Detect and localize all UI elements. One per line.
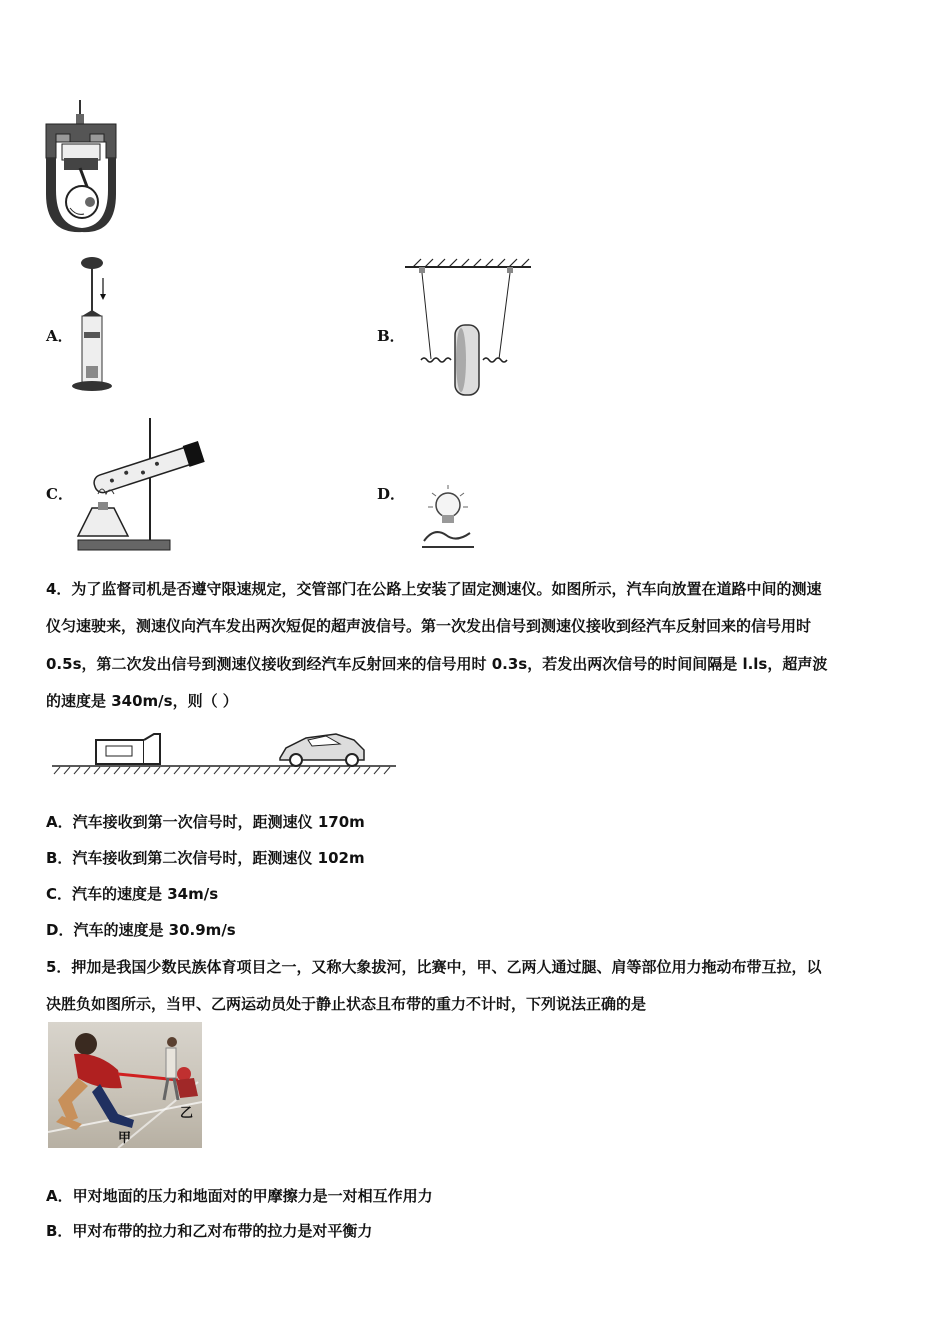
- q4-stem-line-2: 仪匀速驶来，测速仪向汽车发出两次短促的超声波信号。第一次发出信号到测速仪接收到经汽车反射回来的信号用时: [46, 617, 812, 635]
- pump-figure: [70, 256, 115, 396]
- speed-radar-figure: [50, 726, 400, 776]
- q3-option-a-label[interactable]: A．: [46, 327, 73, 345]
- q4-stem-line-4: 的速度是 340m/s，则（ ）: [46, 692, 238, 710]
- light-bulb-figure: [420, 483, 480, 551]
- q4-option-d[interactable]: D．汽车的速度是 30.9m/s: [46, 921, 236, 939]
- q4-option-b[interactable]: B．汽车接收到第二次信号时，距测速仪 102m: [46, 849, 365, 867]
- photo-label-yi: 乙: [180, 1106, 194, 1121]
- test-tube-figure: [72, 416, 212, 556]
- q5-option-b[interactable]: B．甲对布带的拉力和乙对布带的拉力是对平衡力: [46, 1222, 373, 1240]
- q5-stem-line-1: 5．押加是我国少数民族体育项目之一，又称大象拔河，比赛中，甲、乙两人通过腿、肩等部位用力拖动布带互拉，以: [46, 958, 822, 976]
- q4-option-c[interactable]: C．汽车的速度是 34m/s: [46, 885, 219, 903]
- q3-option-b-label[interactable]: B．: [377, 327, 405, 345]
- q4-option-a[interactable]: A．汽车接收到第一次信号时，距测速仪 170m: [46, 813, 365, 831]
- q4-stem-line-1: 4．为了监督司机是否遵守限速规定，交管部门在公路上安装了固定测速仪。如图所示，汽车向放置在道路中间的测速: [46, 580, 822, 598]
- engine-figure: [40, 98, 125, 234]
- flywheel-figure: [405, 257, 535, 397]
- q3-option-d-label[interactable]: D．: [377, 485, 406, 503]
- q3-option-c-label[interactable]: C．: [46, 485, 73, 503]
- tug-of-war-photo: [48, 1022, 202, 1148]
- q4-stem-line-3: 0.5s，第二次发出信号到测速仪接收到经汽车反射回来的信号用时 0.3s，若发出两次信号的时间间隔是 l.ls，超声波: [46, 655, 828, 673]
- photo-label-jia: 甲: [118, 1131, 132, 1146]
- q5-stem-line-2: 决胜负如图所示，当甲、乙两运动员处于静止状态且布带的重力不计时，下列说法正确的是: [46, 995, 647, 1013]
- q5-option-a[interactable]: A．甲对地面的压力和地面对的甲摩擦力是一对相互作用力: [46, 1187, 433, 1205]
